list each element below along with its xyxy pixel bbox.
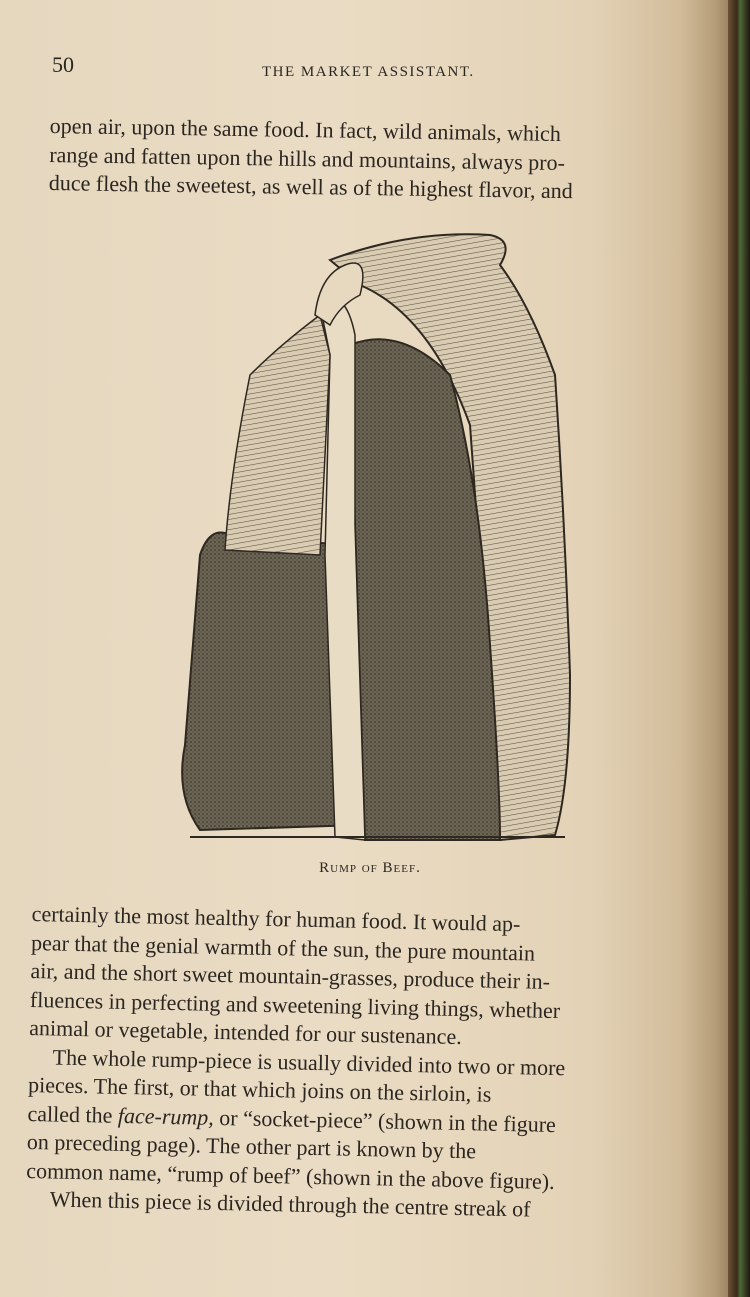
text-line: common name, “rump of beef” (shown in the above figure). <box>26 1157 555 1194</box>
text-line: When this piece is divided through the centre streak of <box>49 1186 531 1222</box>
text-line: fluences in perfecting and sweetening living things, whether <box>29 986 561 1023</box>
text-line: open air, upon the same food. In fact, wild animals, which <box>49 112 562 147</box>
italic-term: face-rump, <box>117 1102 215 1130</box>
text-line: air, and the short sweet mountain-grasses, produce their in- <box>30 957 551 994</box>
text-line: pieces. The first, or that which joins on the sirloin, is <box>27 1071 492 1107</box>
text-line: on preceding page). The other part is known by the <box>26 1128 477 1164</box>
text-line: range and fatten upon the hills and mountains, always pro- <box>49 141 566 175</box>
text-line: pear that the genial warmth of the sun, the pure mountain <box>30 929 536 966</box>
book-binding-edge <box>728 0 750 1297</box>
running-title: THE MARKET ASSISTANT. <box>262 64 475 80</box>
text-line: animal or vegetable, intended for our sustenance. <box>29 1014 463 1050</box>
text-line: The whole rump-piece is usually divided into two or more <box>52 1043 566 1080</box>
bottom-text <box>25 900 695 1227</box>
text-line: duce flesh the sweetest, as well as of the highest flavor, and <box>48 169 573 204</box>
top-paragraph <box>49 112 716 208</box>
text-line: certainly the most healthy for human food. It would ap- <box>31 900 521 937</box>
text-line: called the face-rump, or “socket-piece” (shown in the figure <box>27 1100 557 1137</box>
page-number: 50 <box>52 52 74 77</box>
figure-caption: Rump of Beef. <box>319 860 421 876</box>
page-header <box>52 52 722 92</box>
rump-of-beef-illustration <box>170 225 580 855</box>
